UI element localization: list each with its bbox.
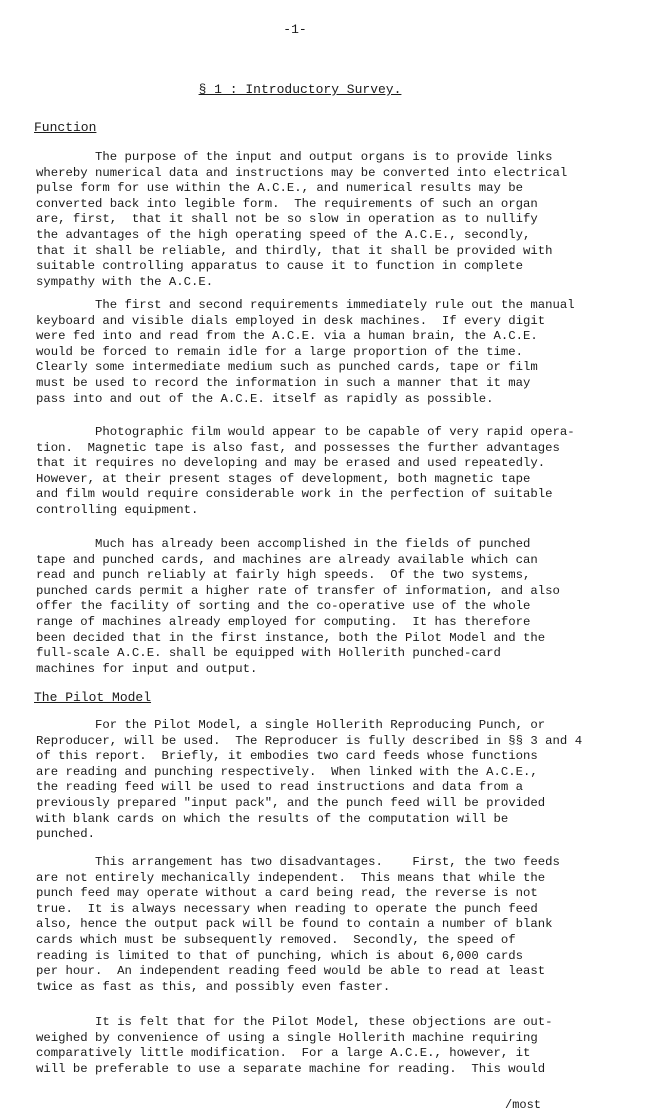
paragraph-7: It is felt that for the Pilot Model, these objections are out- weighed by convenience of using a single Hollerith machine requiring comparatively little modification. For a large A.C.E., however, it will be preferable to use a separate machine for reading. This would — [36, 1015, 553, 1076]
heading-pilot-model: The Pilot Model — [34, 690, 152, 705]
paragraph-2: The first and second requirements immediately rule out the manual keyboard and visible dials employed in desk machines. If every digit were fed into and read from the A.C.E. via a human brain, the A.C.E. would be forced to remain idle for a large proportion of the time. Clearly some intermediate medium such as punched cards, tape or film must be used to record the information in such a manner that it may pass into and out of the A.C.E. itself as rapidly as possible. — [36, 298, 575, 406]
paragraph-1: The purpose of the input and output organs is to provide links whereby numerical data and instructions may be converted into electrical pulse form for use within the A.C.E., and numerical results may be converted back into legible form. The requirements of such an organ are, first, that it shall not be so slow in operation as to nullify the advantages of the high operating speed of the A.C.E., secondly, that it shall be reliable, and thirdly, that it shall be provided with suitable controlling apparatus to cause it to function in complete sympathy with the A.C.E. — [36, 150, 568, 289]
paragraph-5: For the Pilot Model, a single Hollerith Reproducing Punch, or Reproducer, will be used. The Reproducer is fully described in §§ 3 and 4 of this report. Briefly, it embodies two card feeds whose functions are reading and punching respectively. When linked with the A.C.E., the reading feed will be used to read instructions and data from a previously prepared "input pack", and the punch feed will be provided with blank cards on which the results of the computation will be punched. — [36, 718, 583, 842]
section-title — [0, 82, 600, 97]
catchword: /most — [505, 1098, 542, 1112]
paragraph-4: Much has already been accomplished in the fields of punched tape and punched cards, and machines are already available which can read and punch reliably at fairly high speeds. Of the two systems, punched cards permit a higher rate of transfer of information, and also offer the facility of sorting and the co-operative use of the whole range of machines already employed for computing. It has therefore been decided that in the first instance, both the Pilot Model and the full-scale A.C.E. shall be equipped with Hollerith punched-card machines for input and output. — [36, 537, 560, 676]
heading-function: Function — [34, 120, 97, 135]
page-number: -1- — [283, 22, 307, 37]
paragraph-3: Photographic film would appear to be capable of very rapid opera- tion. Magnetic tape is also fast, and possesses the further advantages that it requires no developing and may be erased and used repeatedly. However, at their present stages of development, both magnetic tape and film would require considerable work in the perfection of suitable controlling equipment. — [36, 425, 575, 517]
paragraph-6: This arrangement has two disadvantages. First, the two feeds are not entirely mechanically independent. This means that while the punch feed may operate without a card being read, the reverse is not true. It is always necessary when reading to operate the punch feed also, hence the output pack will be found to contain a number of blank cards which must be subsequently removed. Secondly, the speed of reading is limited to that of punching, which is about 6,000 cards per hour. An independent reading feed would be able to read at least twice as fast as this, and possibly even faster. — [36, 855, 560, 994]
section-title-text: § 1 : Introductory Survey. — [198, 82, 402, 97]
